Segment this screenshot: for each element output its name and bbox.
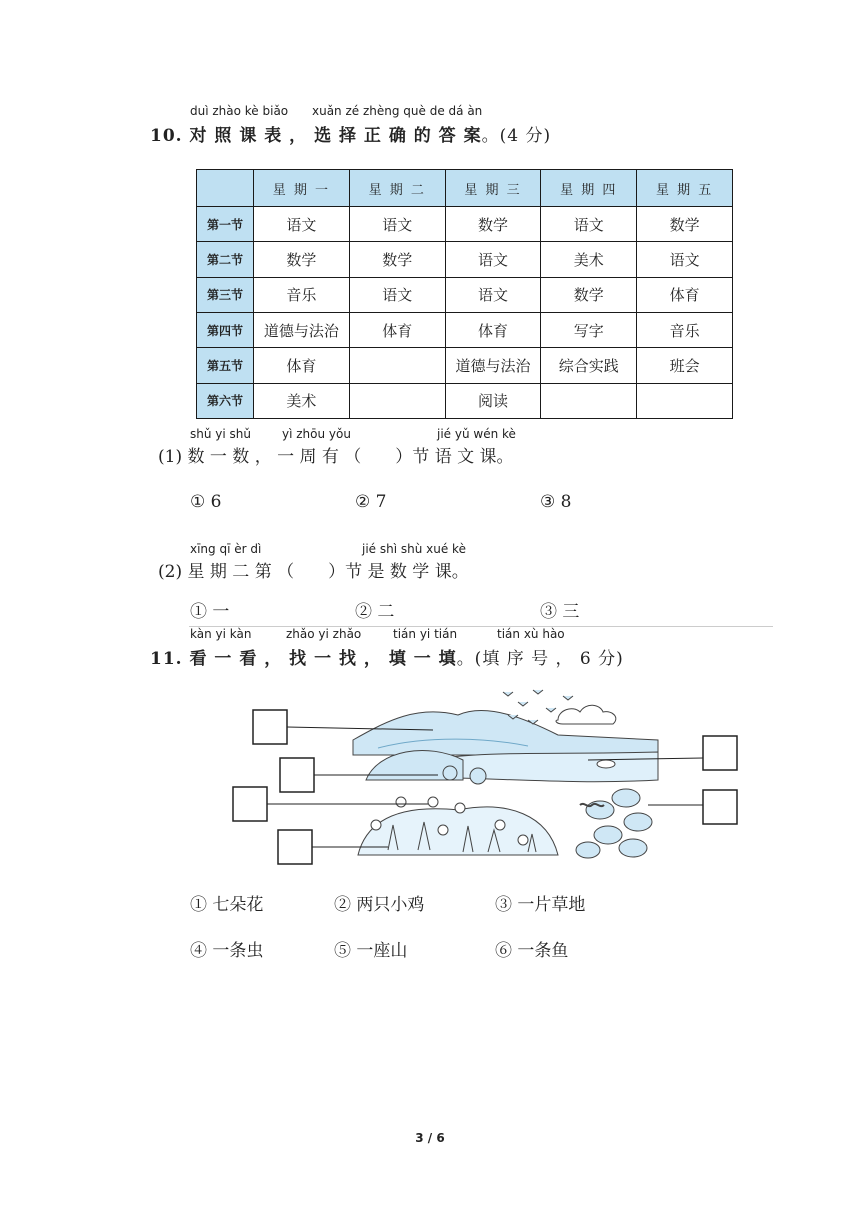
schedule-cell: 阅读 <box>445 383 541 418</box>
scene-illustration <box>228 680 748 870</box>
schedule-row <box>197 383 733 418</box>
sub1-pinyin-a: shǔ yi shǔ <box>190 427 251 441</box>
schedule-cell: 数学 <box>445 207 541 242</box>
period-label: 第一节 <box>197 207 254 242</box>
q11-score: 。(填 序 号 ， 6 分) <box>456 649 624 669</box>
q11-option-5[interactable]: ⑤ 一座山 <box>334 941 408 961</box>
schedule-cell: 道德与法治 <box>254 312 350 347</box>
schedule-cell: 体育 <box>349 312 445 347</box>
leaf-plant <box>576 789 652 858</box>
schedule-row <box>197 312 733 347</box>
schedule-cell: 语文 <box>637 242 733 277</box>
schedule-cell: 语文 <box>541 207 637 242</box>
period-label: 第三节 <box>197 277 254 312</box>
schedule-header-row <box>197 170 733 207</box>
period-label: 第六节 <box>197 383 254 418</box>
schedule-cell: 班会 <box>637 348 733 383</box>
schedule-corner <box>197 170 254 207</box>
q11-pinyin-a: kàn yi kàn <box>190 627 252 641</box>
q10-pinyin-2: xuǎn zé zhèng què de dá àn <box>312 104 483 118</box>
col-header-wed: 星 期 三 <box>445 170 541 207</box>
q11-option-2[interactable]: ② 两只小鸡 <box>334 895 425 915</box>
schedule-row <box>197 242 733 277</box>
q10-score: 。(4 分) <box>481 126 552 146</box>
period-label: 第五节 <box>197 348 254 383</box>
fish-shape <box>597 760 615 768</box>
sub1-pinyin-b: yì zhōu yǒu <box>282 427 351 441</box>
sub1-option-1[interactable]: ① 6 <box>190 492 222 512</box>
schedule-cell: 语文 <box>445 277 541 312</box>
answer-box-grass-hill <box>280 758 314 792</box>
sub1-option-2[interactable]: ② 7 <box>355 492 387 512</box>
answer-box-worm <box>703 790 737 824</box>
q10-number: 10. <box>150 126 183 146</box>
schedule-cell: 道德与法治 <box>445 348 541 383</box>
schedule-cell <box>541 383 637 418</box>
period-label: 第四节 <box>197 312 254 347</box>
schedule-cell: 语文 <box>445 242 541 277</box>
q11-pinyin-b: zhǎo yi zhǎo <box>286 627 362 641</box>
q10-heading <box>150 121 551 146</box>
answer-box-flowers <box>278 830 312 864</box>
sub1-pinyin-c: jié yǔ wén kè <box>437 427 516 441</box>
col-header-thu: 星 期 四 <box>541 170 637 207</box>
q10-title: 对 照 课 表 ， 选 择 正 确 的 答 案 <box>189 126 482 146</box>
sub2-pinyin-a: xīng qī èr dì <box>190 542 262 556</box>
sub2-option-3[interactable]: ③ 三 <box>540 602 580 622</box>
q11-pinyin-c: tián yi tián <box>393 627 458 641</box>
schedule-cell <box>349 348 445 383</box>
schedule-cell: 综合实践 <box>541 348 637 383</box>
chick-1 <box>443 766 457 780</box>
schedule-row <box>197 207 733 242</box>
sub2-question: (2) 星 期 二 第 （ ）节 是 数 学 课。 <box>158 562 469 582</box>
schedule-cell: 美术 <box>254 383 350 418</box>
schedule-cell: 音乐 <box>254 277 350 312</box>
schedule-cell: 数学 <box>254 242 350 277</box>
schedule-cell: 语文 <box>254 207 350 242</box>
q11-heading <box>150 644 624 669</box>
schedule-cell: 数学 <box>541 277 637 312</box>
schedule-cell: 语文 <box>349 277 445 312</box>
q11-option-1[interactable]: ① 七朵花 <box>190 895 264 915</box>
schedule-row <box>197 277 733 312</box>
col-header-mon: 星 期 一 <box>254 170 350 207</box>
schedule-cell <box>349 383 445 418</box>
page-number: 3 / 6 <box>415 1131 445 1145</box>
schedule-cell: 数学 <box>349 242 445 277</box>
q11-option-6[interactable]: ⑥ 一条鱼 <box>495 941 569 961</box>
schedule-cell: 写字 <box>541 312 637 347</box>
period-label: 第二节 <box>197 242 254 277</box>
schedule-cell <box>637 383 733 418</box>
q11-title: 看 一 看 ， 找 一 找 ， 填 一 填 <box>189 649 457 669</box>
schedule-cell: 音乐 <box>637 312 733 347</box>
sub1-question: (1) 数 一 数 ， 一 周 有 （ ）节 语 文 课。 <box>158 447 514 467</box>
q11-option-3[interactable]: ③ 一片草地 <box>495 895 586 915</box>
col-header-tue: 星 期 二 <box>349 170 445 207</box>
answer-box-fish <box>703 736 737 770</box>
col-header-fri: 星 期 五 <box>637 170 733 207</box>
sub2-pinyin-b: jié shì shù xué kè <box>362 542 466 556</box>
answer-box-chicks <box>233 787 267 821</box>
sub2-option-2[interactable]: ② 二 <box>355 602 395 622</box>
schedule-cell: 美术 <box>541 242 637 277</box>
schedule-cell: 体育 <box>637 277 733 312</box>
q11-option-4[interactable]: ④ 一条虫 <box>190 941 264 961</box>
q11-number: 11. <box>150 649 183 669</box>
schedule-cell: 体育 <box>445 312 541 347</box>
section-divider <box>189 626 773 627</box>
schedule-cell: 语文 <box>349 207 445 242</box>
answer-box-mountain <box>253 710 287 744</box>
schedule-cell: 数学 <box>637 207 733 242</box>
schedule-row <box>197 348 733 383</box>
schedule-table <box>196 169 733 419</box>
cloud-shape <box>556 705 616 724</box>
sub2-option-1[interactable]: ① 一 <box>190 602 230 622</box>
q10-pinyin-1: duì zhào kè biǎo <box>190 104 289 118</box>
schedule-cell: 体育 <box>254 348 350 383</box>
q11-pinyin-d: tián xù hào <box>497 627 565 641</box>
sub1-option-3[interactable]: ③ 8 <box>540 492 572 512</box>
chick-2 <box>470 768 486 784</box>
